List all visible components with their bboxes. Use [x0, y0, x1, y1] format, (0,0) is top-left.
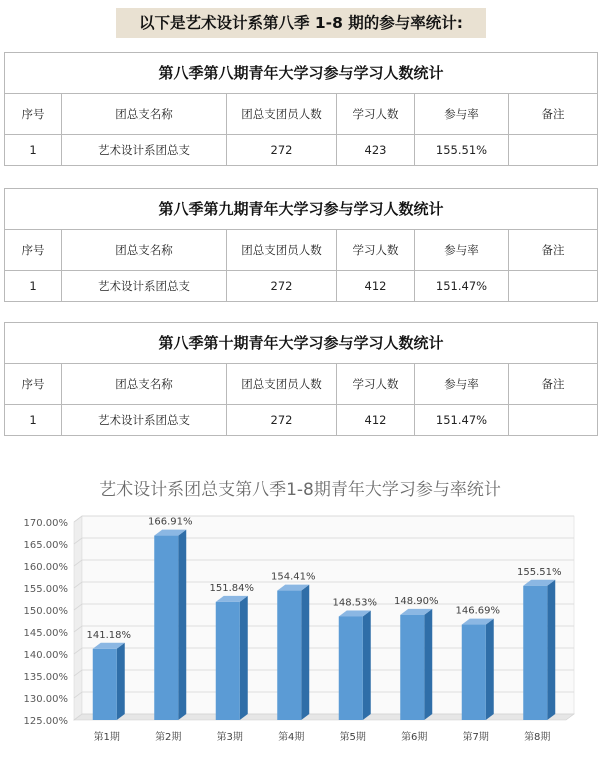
cell-participation-rate: 155.51%: [415, 135, 509, 165]
x-tick-label: 第7期: [462, 732, 489, 743]
cell-index: 1: [5, 405, 62, 435]
stats-table-8: [4, 52, 598, 166]
bar-value-label: 166.91%: [148, 516, 193, 528]
bar-value-label: 155.51%: [517, 566, 562, 578]
cell-branch-name: 艺术设计系团总支: [62, 135, 227, 165]
bar: [277, 591, 301, 720]
bar-value-label: 146.69%: [455, 605, 500, 617]
bar: [523, 586, 547, 720]
header-notes: 备注: [541, 243, 565, 257]
page-heading: 以下是艺术设计系第八季 1-8 期的参与率统计:: [116, 8, 486, 38]
header-member-count: 团总支团员人数: [227, 94, 337, 134]
header-participation-rate: 参与率: [415, 94, 509, 134]
stats-table-9: [4, 188, 598, 302]
cell-learner-count: 412: [337, 405, 415, 435]
header-branch-name: 团总支名称: [62, 94, 227, 134]
header-learner-count: 学习人数: [337, 364, 415, 404]
cell-member-count: 272: [227, 271, 337, 301]
bar: [216, 602, 240, 720]
y-tick-label: 165.00%: [23, 540, 68, 551]
y-tick-label: 170.00%: [23, 518, 68, 529]
bar-side: [363, 610, 371, 720]
table-title: 第八季第九期青年大学习参与学习人数统计: [5, 189, 597, 230]
y-tick-label: 155.00%: [23, 584, 68, 595]
cell-branch-name: 艺术设计系团总支: [62, 405, 227, 435]
x-tick-label: 第8期: [524, 732, 551, 743]
header-index: 序号: [5, 230, 62, 270]
bar-value-label: 151.84%: [209, 582, 254, 594]
header-index: 序号: [5, 364, 62, 404]
header-branch-name: 团总支名称: [62, 364, 227, 404]
header-index: 序号: [5, 94, 62, 134]
x-tick-label: 第5期: [339, 732, 366, 743]
table-row: [5, 405, 597, 435]
bar-side: [424, 609, 432, 720]
y-tick-label: 150.00%: [23, 606, 68, 617]
cell-member-count: 272: [227, 135, 337, 165]
cell-notes: [509, 271, 597, 301]
cell-learner-count: 423: [337, 135, 415, 165]
x-tick-label: 第2期: [155, 732, 182, 743]
bar-side: [301, 585, 309, 720]
y-tick-label: 140.00%: [23, 650, 68, 661]
x-tick-label: 第6期: [401, 732, 428, 743]
table-title: 第八季第十期青年大学习参与学习人数统计: [5, 323, 597, 364]
header-learner-count: 学习人数: [337, 230, 415, 270]
bar-side: [240, 596, 248, 720]
bar: [462, 625, 486, 720]
bar-side: [547, 580, 555, 720]
header-notes: 备注: [541, 107, 565, 121]
bar: [400, 615, 424, 720]
cell-notes: [509, 405, 597, 435]
bar-value-label: 148.53%: [332, 597, 377, 609]
header-member-count: 团总支团员人数: [227, 364, 337, 404]
table-header-row: [5, 364, 597, 405]
x-tick-label: 第4期: [278, 732, 305, 743]
y-tick-label: 145.00%: [23, 628, 68, 639]
x-tick-label: 第3期: [216, 732, 243, 743]
participation-chart: [6, 462, 594, 756]
bar: [154, 536, 178, 720]
bar-value-label: 141.18%: [86, 629, 131, 641]
bar-side: [117, 643, 125, 720]
bar-value-label: 148.90%: [394, 595, 439, 607]
cell-index: 1: [5, 271, 62, 301]
participation-bar-chart: [6, 462, 594, 756]
cell-index: 1: [5, 135, 62, 165]
table-title: 第八季第八期青年大学习参与学习人数统计: [5, 53, 597, 94]
cell-learner-count: 412: [337, 271, 415, 301]
cell-notes: [509, 135, 597, 165]
header-notes: 备注: [541, 377, 565, 391]
cell-participation-rate: 151.47%: [415, 405, 509, 435]
y-tick-label: 130.00%: [23, 694, 68, 705]
cell-member-count: 272: [227, 405, 337, 435]
header-branch-name: 团总支名称: [62, 230, 227, 270]
cell-participation-rate: 151.47%: [415, 271, 509, 301]
cell-branch-name: 艺术设计系团总支: [62, 271, 227, 301]
chart-floor: [74, 714, 574, 720]
table-row: [5, 271, 597, 301]
header-member-count: 团总支团员人数: [227, 230, 337, 270]
stats-table-10: [4, 322, 598, 436]
chart-title: 艺术设计系团总支第八季1-8期青年大学习参与率统计: [99, 480, 501, 500]
table-row: [5, 135, 597, 165]
chart-back-wall-side: [74, 516, 82, 720]
header-learner-count: 学习人数: [337, 94, 415, 134]
bar-side: [178, 530, 186, 720]
header-participation-rate: 参与率: [415, 364, 509, 404]
y-tick-label: 135.00%: [23, 672, 68, 683]
table-header-row: [5, 230, 597, 271]
bar: [93, 649, 117, 720]
table-header-row: [5, 94, 597, 135]
y-tick-label: 160.00%: [23, 562, 68, 573]
x-tick-label: 第1期: [93, 732, 120, 743]
header-participation-rate: 参与率: [415, 230, 509, 270]
y-tick-label: 125.00%: [23, 716, 68, 727]
bar-side: [486, 619, 494, 720]
bar-value-label: 154.41%: [271, 571, 316, 583]
bar: [339, 616, 363, 720]
